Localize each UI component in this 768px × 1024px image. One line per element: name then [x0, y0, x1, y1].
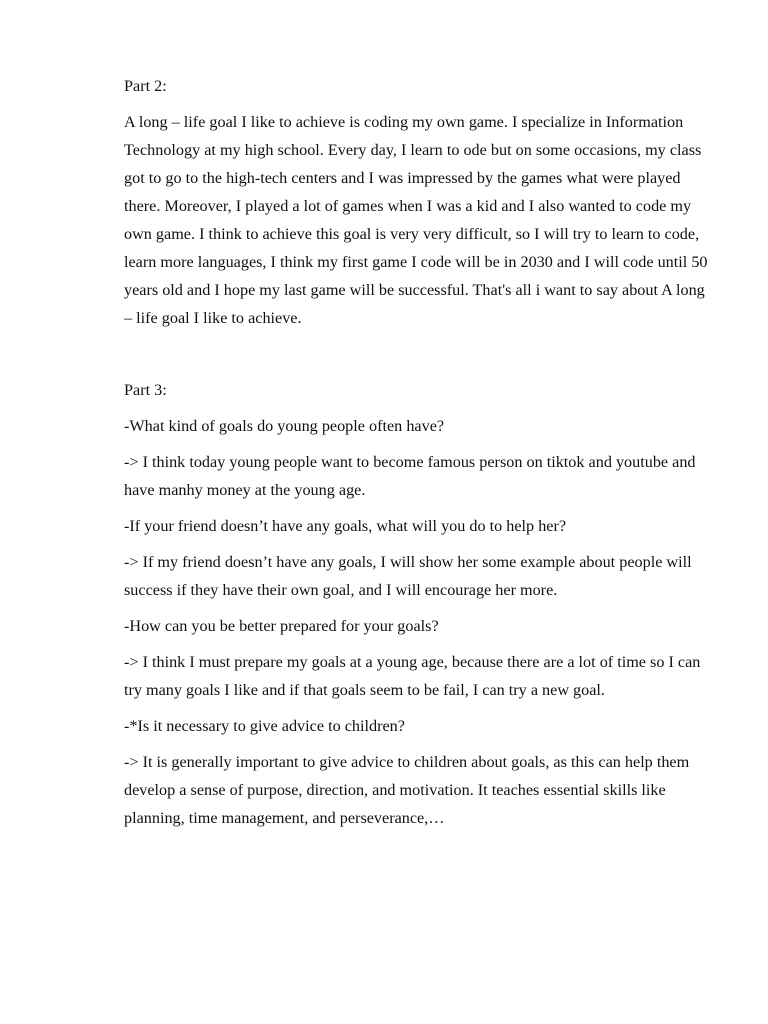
document-body	[124, 72, 716, 840]
question-1: -What kind of goals do young people often have?	[124, 417, 445, 435]
part3-heading: Part 3:	[124, 381, 167, 399]
answer-3: -> I think I must prepare my goals at a young age, because there are a lot of time so I can try many goals I like and if that goals seem to be fail, I can try a new goal.	[124, 653, 701, 699]
answer-4: -> It is generally important to give advice to children about goals, as this can help them develop a sense of purpose, direction, and motivation. It teaches essential skills like planning, time management, and perseverance,…	[124, 753, 690, 827]
question-2: -If your friend doesn’t have any goals, what will you do to help her?	[124, 517, 567, 535]
part2-heading: Part 2:	[124, 77, 167, 95]
answer-2: -> If my friend doesn’t have any goals, I will show her some example about people will success if they have their own goal, and I will encourage her more.	[124, 553, 692, 599]
answer-1: -> I think today young people want to become famous person on tiktok and youtube and have manhy money at the young age.	[124, 453, 696, 499]
question-3: -How can you be better prepared for your goals?	[124, 617, 439, 635]
section-spacer	[124, 340, 716, 376]
question-4: -*Is it necessary to give advice to children?	[124, 717, 405, 735]
part2-paragraph: A long – life goal I like to achieve is coding my own game. I specialize in Information Technology at my high school. Every day, I learn to ode but on some occasions, my class got to go to the high-tech centers and I was impressed by the games what were played there. Moreover, I played a lot of games when I was a kid and I also wanted to code my own game. I think to achieve this goal is very very difficult, so I will try to learn to code, learn more languages, I think my first game I code will be in 2030 and I will code until 50 years old and I hope my last game will be successful. That's all i want to say about A long – life goal I like to achieve.	[124, 113, 708, 327]
